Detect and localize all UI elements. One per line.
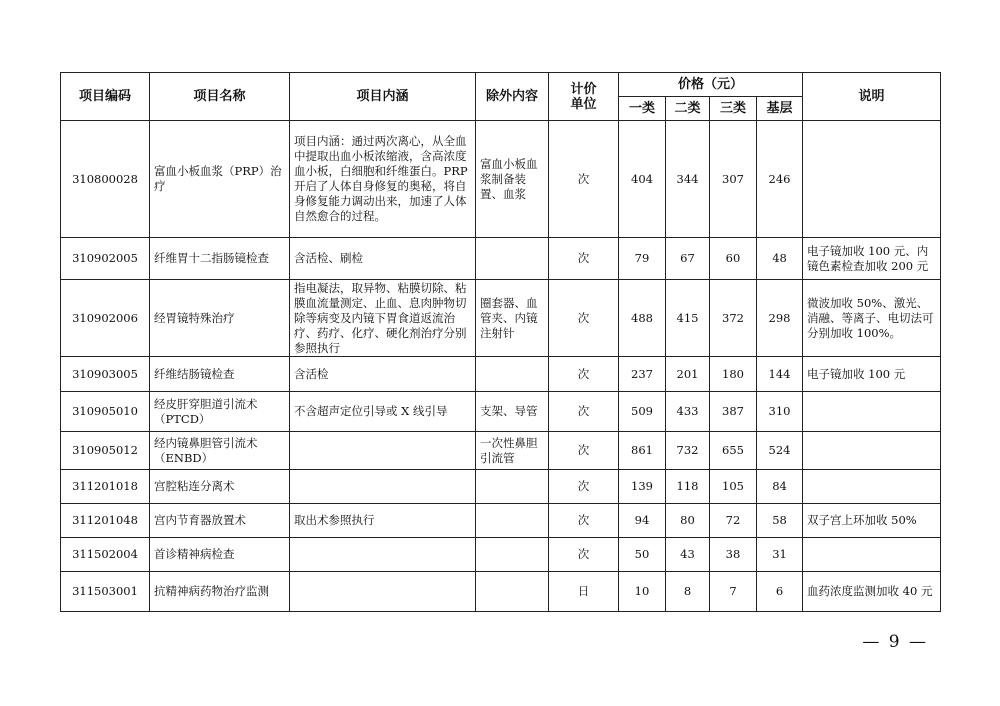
row-price-class2: 433 xyxy=(666,392,710,432)
row-excluded xyxy=(476,238,549,280)
row-price-base: 524 xyxy=(757,432,803,470)
row-content xyxy=(290,432,476,470)
row-name: 宫内节育器放置术 xyxy=(150,504,290,538)
table-body xyxy=(61,121,941,612)
row-code: 311503001 xyxy=(61,572,150,612)
row-content: 取出术参照执行 xyxy=(290,504,476,538)
row-price-class2: 344 xyxy=(666,121,710,238)
header-base: 基层 xyxy=(757,97,803,121)
row-price-class2: 201 xyxy=(666,357,710,392)
table-row xyxy=(61,504,941,538)
row-price-class2: 67 xyxy=(666,238,710,280)
row-price-class3: 60 xyxy=(710,238,757,280)
row-price-base: 310 xyxy=(757,392,803,432)
row-price-class3: 655 xyxy=(710,432,757,470)
row-price-base: 84 xyxy=(757,470,803,504)
row-unit: 次 xyxy=(549,280,619,357)
row-excluded xyxy=(476,538,549,572)
table-row xyxy=(61,238,941,280)
header-excluded: 除外内容 xyxy=(476,73,549,121)
row-unit: 日 xyxy=(549,572,619,612)
row-price-class1: 488 xyxy=(619,280,666,357)
row-note xyxy=(803,470,941,504)
row-price-class1: 237 xyxy=(619,357,666,392)
row-name: 首诊精神病检查 xyxy=(150,538,290,572)
row-note: 微波加收 50%、激光、消融、等离子、电切法可分别加收 100%。 xyxy=(803,280,941,357)
page-number: — 9 — xyxy=(862,632,928,652)
row-unit: 次 xyxy=(549,538,619,572)
header-unit-line1: 计价 xyxy=(570,81,597,97)
row-content xyxy=(290,470,476,504)
price-table xyxy=(60,72,941,612)
row-name: 抗精神病药物治疗监测 xyxy=(150,572,290,612)
row-price-class3: 307 xyxy=(710,121,757,238)
table-row xyxy=(61,538,941,572)
row-unit: 次 xyxy=(549,121,619,238)
row-content: 指电凝法，取异物、粘膜切除、粘膜血流量测定、止血、息肉肿物切除等病变及内镜下胃食道返流治疗、药疗、化疗、硬化剂治疗分别参照执行 xyxy=(290,280,476,357)
row-note: 双子宫上环加收 50% xyxy=(803,504,941,538)
row-price-base: 144 xyxy=(757,357,803,392)
row-price-base: 48 xyxy=(757,238,803,280)
row-name: 富血小板血浆（PRP）治疗 xyxy=(150,121,290,238)
row-note: 血药浓度监测加收 40 元 xyxy=(803,572,941,612)
row-code: 310903005 xyxy=(61,357,150,392)
row-name: 经胃镜特殊治疗 xyxy=(150,280,290,357)
row-unit: 次 xyxy=(549,432,619,470)
row-content: 项目内涵：通过两次离心，从全血中提取出血小板浓缩液，含高浓度血小板，白细胞和纤维蛋白。PRP 开启了人体自身修复的奥秘，将自身修复能力调动出来，加速了人体自然愈合的过程。 xyxy=(290,121,476,238)
row-code: 311201018 xyxy=(61,470,150,504)
row-price-class1: 509 xyxy=(619,392,666,432)
row-excluded xyxy=(476,504,549,538)
header-unit-line2: 单位 xyxy=(570,96,597,112)
row-price-class1: 79 xyxy=(619,238,666,280)
table-row xyxy=(61,470,941,504)
row-code: 310905012 xyxy=(61,432,150,470)
row-note xyxy=(803,538,941,572)
row-excluded: 一次性鼻胆引流管 xyxy=(476,432,549,470)
table-row xyxy=(61,121,941,238)
row-unit: 次 xyxy=(549,238,619,280)
table-row xyxy=(61,357,941,392)
row-price-base: 246 xyxy=(757,121,803,238)
row-price-class3: 72 xyxy=(710,504,757,538)
row-price-class3: 105 xyxy=(710,470,757,504)
row-content: 含活检 xyxy=(290,357,476,392)
row-excluded xyxy=(476,470,549,504)
row-unit: 次 xyxy=(549,470,619,504)
row-price-class2: 415 xyxy=(666,280,710,357)
row-excluded xyxy=(476,572,549,612)
row-excluded: 圈套器、血管夹、内镜注射针 xyxy=(476,280,549,357)
row-price-class3: 372 xyxy=(710,280,757,357)
row-note: 电子镜加收 100 元 xyxy=(803,357,941,392)
row-price-class1: 10 xyxy=(619,572,666,612)
table-row xyxy=(61,432,941,470)
row-price-base: 298 xyxy=(757,280,803,357)
header-class1: 一类 xyxy=(619,97,666,121)
row-price-class1: 94 xyxy=(619,504,666,538)
row-price-class3: 38 xyxy=(710,538,757,572)
header-price-group: 价格（元） xyxy=(619,73,803,97)
header-unit xyxy=(549,73,619,121)
row-note: 电子镜加收 100 元、内镜色素检查加收 200 元 xyxy=(803,238,941,280)
row-code: 310905010 xyxy=(61,392,150,432)
header-code: 项目编码 xyxy=(61,73,150,121)
row-excluded: 富血小板血浆制备装置、血浆 xyxy=(476,121,549,238)
row-price-class2: 732 xyxy=(666,432,710,470)
row-name: 宫腔粘连分离术 xyxy=(150,470,290,504)
row-note xyxy=(803,121,941,238)
header-name: 项目名称 xyxy=(150,73,290,121)
row-content xyxy=(290,572,476,612)
row-excluded xyxy=(476,357,549,392)
table-row xyxy=(61,572,941,612)
row-price-class2: 80 xyxy=(666,504,710,538)
row-price-class1: 139 xyxy=(619,470,666,504)
row-price-class1: 404 xyxy=(619,121,666,238)
row-content: 含活检、刷检 xyxy=(290,238,476,280)
row-name: 纤维结肠镜检查 xyxy=(150,357,290,392)
row-code: 310902005 xyxy=(61,238,150,280)
row-price-base: 6 xyxy=(757,572,803,612)
row-price-base: 31 xyxy=(757,538,803,572)
row-price-class3: 180 xyxy=(710,357,757,392)
row-unit: 次 xyxy=(549,357,619,392)
row-unit: 次 xyxy=(549,392,619,432)
row-name: 经皮肝穿胆道引流术（PTCD） xyxy=(150,392,290,432)
header-content: 项目内涵 xyxy=(290,73,476,121)
row-code: 310800028 xyxy=(61,121,150,238)
row-price-base: 58 xyxy=(757,504,803,538)
row-price-class2: 43 xyxy=(666,538,710,572)
row-price-class3: 387 xyxy=(710,392,757,432)
row-price-class2: 8 xyxy=(666,572,710,612)
row-name: 纤维胃十二指肠镜检查 xyxy=(150,238,290,280)
row-code: 310902006 xyxy=(61,280,150,357)
header-class2: 二类 xyxy=(666,97,710,121)
row-excluded: 支架、导管 xyxy=(476,392,549,432)
table-row xyxy=(61,392,941,432)
table-row xyxy=(61,280,941,357)
row-content: 不含超声定位引导或 X 线引导 xyxy=(290,392,476,432)
row-code: 311201048 xyxy=(61,504,150,538)
row-note xyxy=(803,392,941,432)
row-price-class2: 118 xyxy=(666,470,710,504)
row-price-class1: 50 xyxy=(619,538,666,572)
row-price-class3: 7 xyxy=(710,572,757,612)
header-class3: 三类 xyxy=(710,97,757,121)
row-content xyxy=(290,538,476,572)
row-unit: 次 xyxy=(549,504,619,538)
row-code: 311502004 xyxy=(61,538,150,572)
row-note xyxy=(803,432,941,470)
row-name: 经内镜鼻胆管引流术（ENBD） xyxy=(150,432,290,470)
row-price-class1: 861 xyxy=(619,432,666,470)
header-note: 说明 xyxy=(803,73,941,121)
